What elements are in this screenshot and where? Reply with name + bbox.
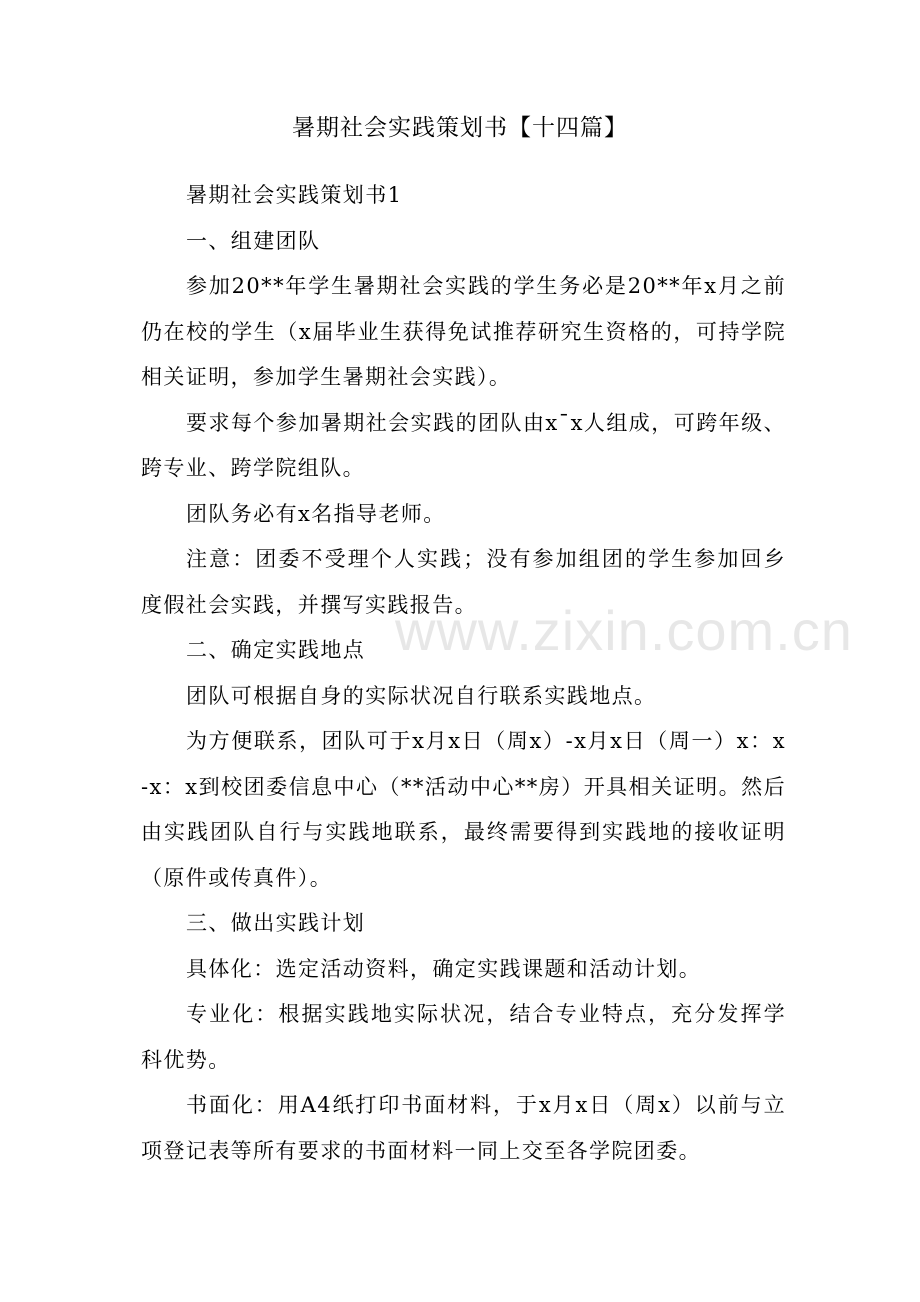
body-paragraph: 具体化：选定活动资料，确定实践课题和活动计划。 [186, 956, 702, 981]
body-paragraph: 团队务必有x名指导老师。 [186, 501, 446, 526]
document-body [141, 173, 786, 1174]
document-title: 暑期社会实践策划书【十四篇】 [292, 115, 628, 141]
watermark: www.zixin.com.cn [395, 599, 853, 662]
section-heading: 一、组建团队 [186, 228, 321, 253]
body-paragraph: 书面化：用A4纸打印书面材料，于x月x日（周x）以前与立项登记表等所有要求的书面材料一同上交至各学院团委。 [141, 1093, 786, 1163]
section-heading: 二、确定实践地点 [186, 638, 366, 662]
section-heading: 暑期社会实践策划书1 [186, 183, 403, 207]
body-paragraph: 团队可根据自身的实际状况自行联系实践地点。 [186, 683, 657, 708]
body-paragraph: 注意：团委不受理个人实践；没有参加组团的学生参加回乡度假社会实践，并撰写实践报告。 [141, 547, 786, 617]
body-paragraph: 为方便联系，团队可于x月x日（周x）-x月x日（周一）x：x-x：x到校团委信息中心（**活动中心**房）开具相关证明。然后由实践团队自行与实践地联系，最终需要得到实践地的接收证明（原件或传真件）。 [141, 729, 786, 890]
body-paragraph: 要求每个参加暑期社会实践的团队由x¯x人组成，可跨年级、跨专业、跨学院组队。 [141, 410, 786, 480]
body-paragraph: 参加20**年学生暑期社会实践的学生务必是20**年x月之前仍在校的学生（x届毕业生获得免试推荐研究生资格的，可持学院相关证明，参加学生暑期社会实践）。 [141, 274, 786, 389]
body-paragraph: 专业化：根据实践地实际状况，结合专业特点，充分发挥学科优势。 [141, 1002, 786, 1072]
section-heading: 三、做出实践计划 [186, 911, 366, 935]
